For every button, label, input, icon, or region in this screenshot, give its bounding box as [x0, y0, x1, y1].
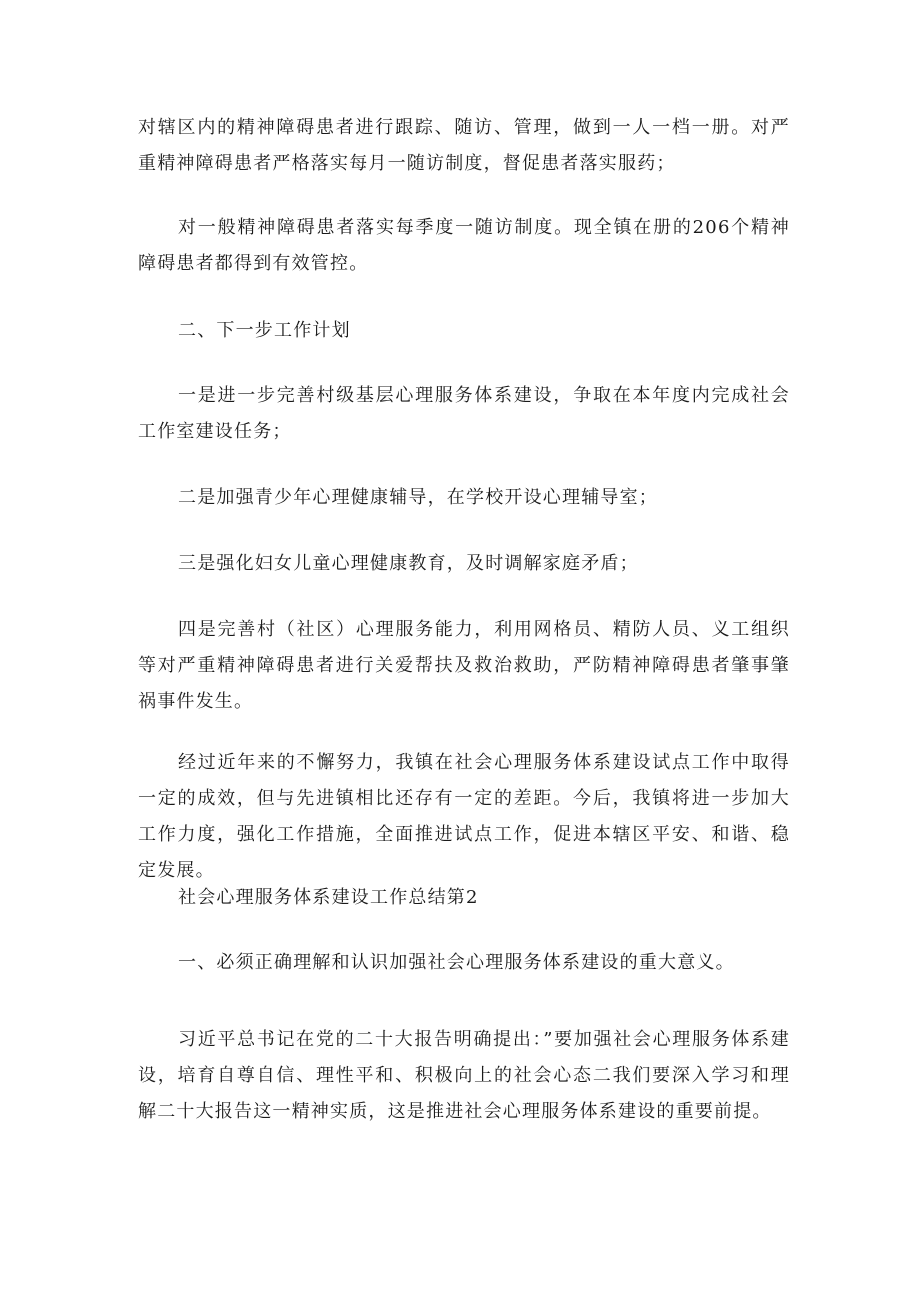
paragraph: 三是强化妇女儿童心理健康教育，及时调解家庭矛盾；: [178, 553, 639, 574]
paragraph-continuation: 对辖区内的精神障碍患者进行跟踪、随访、管理，做到一人一档一册。对严重精神障碍患者严格落实每月一随访制度，督促患者落实服药；: [138, 117, 790, 174]
paragraph: 四是完善村（社区）心理服务能力，利用网格员、精防人员、义工组织等对严重精神障碍患者进行关爱帮扶及救治救助，严防精神障碍患者肇事肇祸事件发生。: [138, 619, 790, 712]
paragraph: 一是进一步完善村级基层心理服务体系建设，争取在本年度内完成社会工作室建设任务；: [138, 385, 790, 442]
section-title: 社会心理服务体系建设工作总结第2: [178, 887, 479, 908]
section-heading: 一、必须正确理解和认识加强社会心理服务体系建设的重大意义。: [178, 952, 735, 973]
section-heading: 二、下一步工作计划: [178, 320, 351, 341]
paragraph: 习近平总书记在党的二十大报告明确提出：”要加强社会心理服务体系建设，培育自尊自信、理性平和、积极向上的社会心态二我们要深入学习和理解二十大报告这一精神实质，这是推进社会心理服务体系建设的重要前提。: [138, 1029, 790, 1122]
paragraph: 经过近年来的不懈努力，我镇在社会心理服务体系建设试点工作中取得一定的成效，但与先进镇相比还存有一定的差距。今后，我镇将进一步加大工作力度，强化工作措施，全面推进试点工作，促进本辖区平安、和谐、稳定发展。: [138, 752, 790, 881]
paragraph: 对一般精神障碍患者落实每季度一随访制度。现全镇在册的206个精神障碍患者都得到有效管控。: [138, 217, 790, 274]
paragraph: 二是加强青少年心理健康辅导，在学校开设心理辅导室；: [178, 487, 658, 508]
